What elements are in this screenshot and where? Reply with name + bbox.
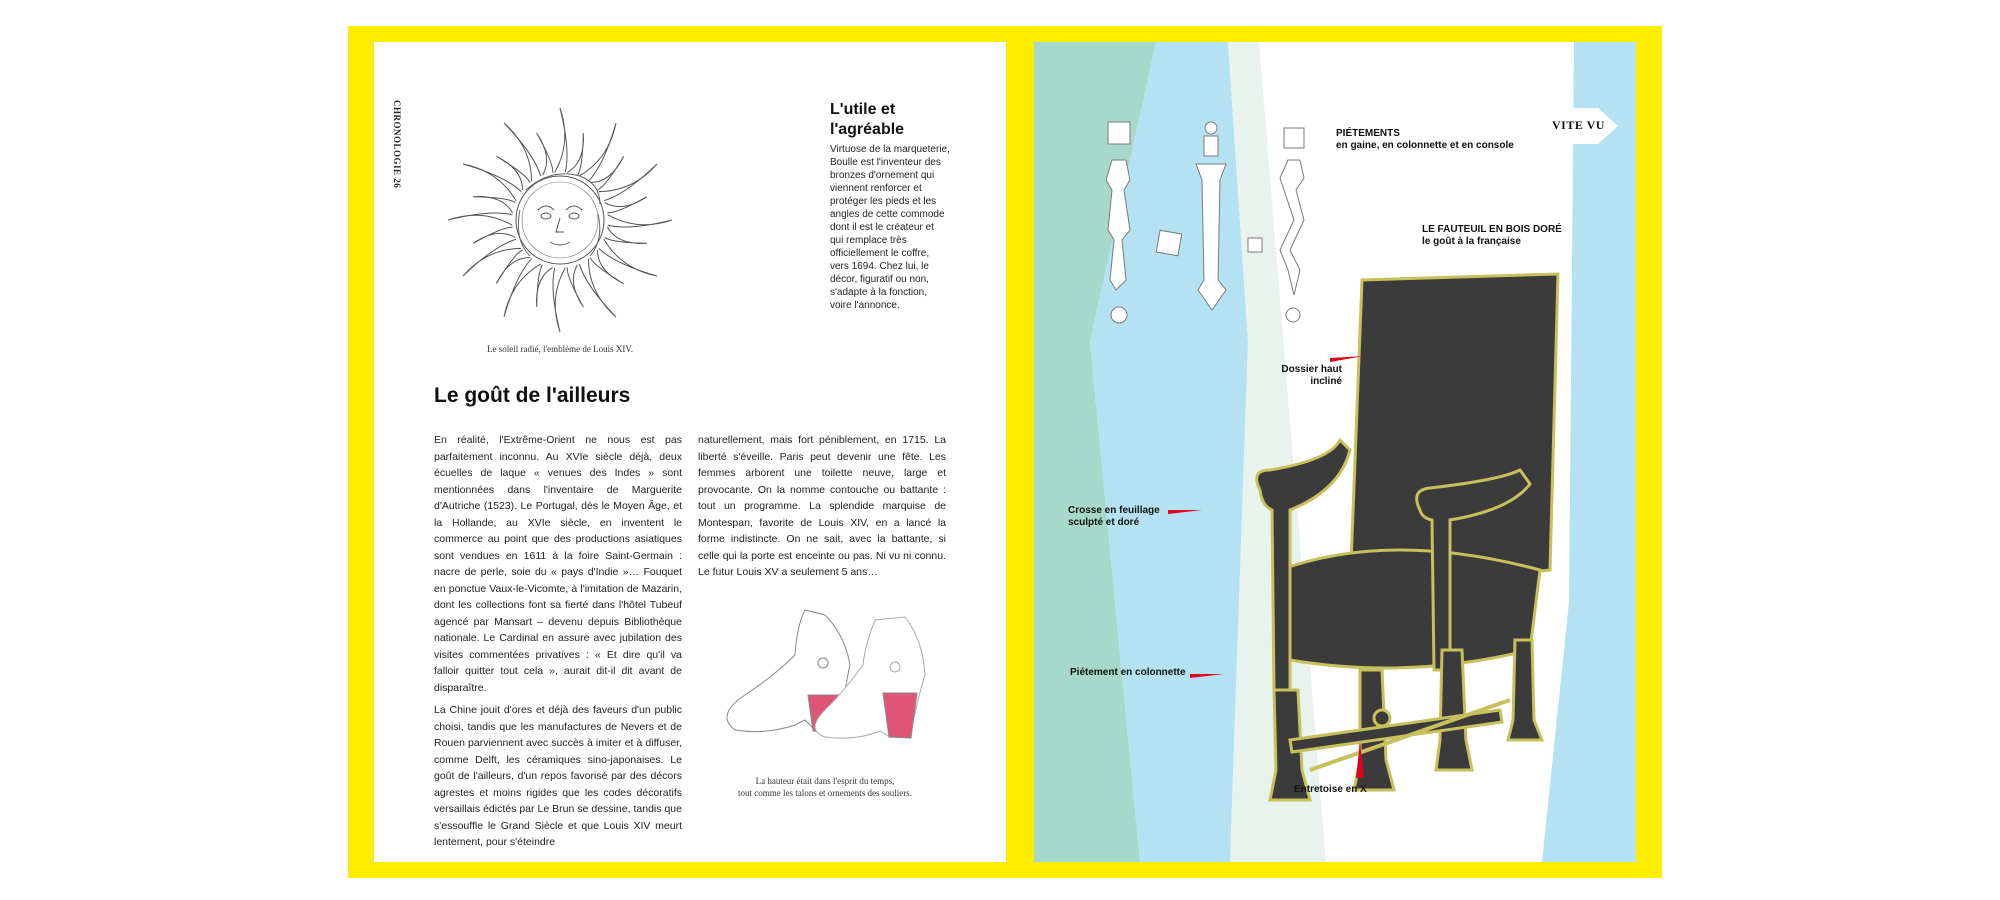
col2-paragraph-1: naturellement, mais fort péniblement, en 1715. La liberté s'éveille. Paris peut devenir une fête. Les femmes arborent une toilette neuve, large et provocante. On la nomme contouche ou battante : tout un programme. La splendide marquise de Montespan, favorite de Louis XIV, en a lancé la forme indistincte. On ne sait, avec la battante, si celle qui la porte est enceinte ou pas. Ni vu ni connu. Le futur Louis XV a seulement 5 ans… — [698, 434, 946, 578]
fauteuil-subtitle: le goût à la française — [1422, 236, 1521, 247]
crosse-line1: Crosse en feuillage — [1068, 505, 1160, 516]
crosse-label — [1068, 505, 1160, 529]
shoe-caption — [705, 775, 945, 799]
side-title — [830, 100, 904, 140]
crosse-line2: sculpté et doré — [1068, 517, 1140, 528]
side-text: Virtuose de la marqueterie, Boulle est l'inventeur des bronzes d'ornement qui viennent renforcer et protéger les pieds et les angles de cette commode dont il est le créateur et qui remplace très officiellement le coffre, vers 1694. Chez lui, le décor, figuratif ou non, s'adapte à la fonction, voire l'annonce. — [830, 144, 950, 311]
red-markers — [1034, 42, 1636, 862]
col1-paragraph-2: La Chine jouit d'ores et déjà des faveurs d'un public choisi, tandis que les manufactures de Nevers et de Rouen parviennent avec succès à imiter et à diffuser, comme Delft, les céramiques sino-japonaises. Le goût de l'ailleurs, d'un repos favorisé par des décors agrestes et moins rigides que les codes décoratifs versaillais édictés par Le Brun se dessine, tandis que s'essouffle le Grand Siècle et que Louis XIV meurt lentement, pour s'éteindre — [434, 704, 682, 848]
vite-vu-label: VITE VU — [1552, 118, 1605, 132]
pietements-title: PIÉTEMENTS — [1336, 128, 1400, 139]
entretoise-label: Entretoise en X — [1294, 784, 1367, 795]
dossier-line2: incliné — [1310, 376, 1342, 387]
col1-paragraph-1: En réalité, l'Extrême-Orient ne nous est pas parfaitement inconnu. Au XVIe siècle déjà, deux écuelles de laque « venues des Indes » sont mentionnées dans l'inventaire de Marguerite d'Autriche (1523). Le Portugal, dès le Moyen Âge, et la Hollande, au XVIe siècle, en inventent le commerce au point que des productions asiatiques sont vendues en 1611 à la foire Saint-Germain : nacre de perle, soie du « pays d'Indie »… Fouquet en ponctue Vaux-le-Vicomte, à l'imitation de Mazarin, dont les collections font sa fierté dans l'hôtel Tubeuf agencé par Mansart – devenu depuis Bibliothèque nationale. Le Cardinal en assure avec jubilation des visites commentées privatives : « Et dire qu'il va falloir quitter tout cela », aurait dit-il dit avant de disparaître. — [434, 434, 682, 694]
fauteuil-title: LE FAUTEUIL EN BOIS DORÉ — [1422, 224, 1562, 235]
side-title-line1: L'utile et — [830, 101, 896, 118]
side-title-line2: l'agréable — [830, 121, 905, 138]
pietements-subtitle: en gaine, en colonnette et en console — [1336, 140, 1514, 151]
dossier-line1: Dossier haut — [1281, 364, 1342, 375]
text-column-2 — [698, 432, 946, 587]
text-column-1 — [434, 432, 682, 857]
section-label: CHRONOLOGIE 26 — [392, 100, 402, 189]
shoe-caption-line2: tout comme les talons et ornements des souliers. — [738, 788, 912, 798]
shoes-illustration — [705, 605, 945, 745]
sun-caption: Le soleil radié, l'emblème de Louis XIV. — [487, 344, 633, 354]
pietement-colonnette-label: Piétement en colonnette — [1070, 667, 1186, 678]
sun-emblem-illustration — [440, 100, 680, 340]
main-title: Le goût de l'ailleurs — [434, 384, 631, 407]
dossier-label — [1260, 364, 1342, 388]
shoe-caption-line1: La hauteur était dans l'esprit du temps, — [755, 776, 895, 786]
